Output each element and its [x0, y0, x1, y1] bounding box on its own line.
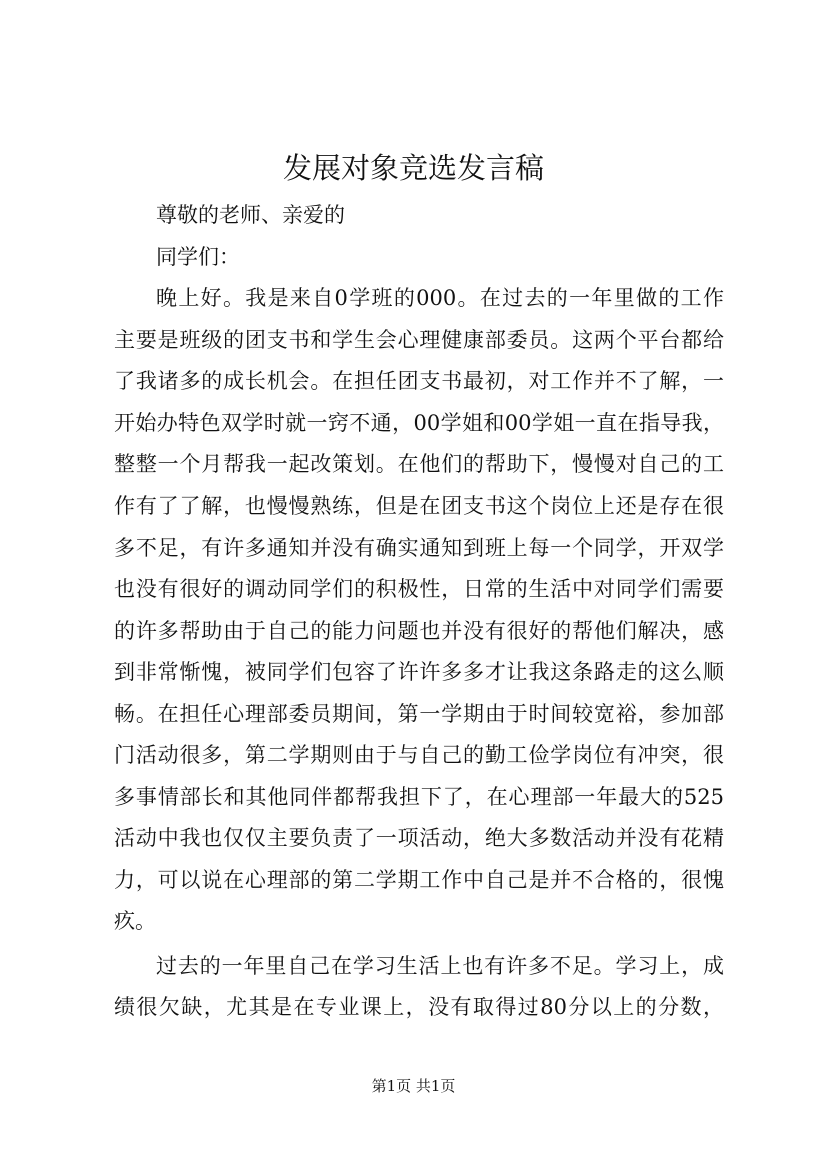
paragraph-1-line: 畅。在担任心理部委员期间，第一学期由于时间较宽裕，参加部: [114, 702, 724, 726]
paragraph-1-line: 到非常惭愧，被同学们包容了许许多多才让我这条路走的这么顺: [114, 660, 724, 684]
paragraph-2-line: 过去的一年里自己在学习生活上也有许多不足。学习上，成: [156, 954, 724, 978]
paragraph-1-line: 作有了了解，也慢慢熟练，但是在团支书这个岗位上还是存在很: [114, 494, 724, 518]
salutation-line-2: 同学们：: [156, 245, 240, 269]
page-number-footer: 第1页 共1页: [371, 1077, 456, 1095]
paragraph-2-line: 绩很欠缺，尤其是在专业课上，没有取得过80分以上的分数，: [114, 995, 724, 1019]
paragraph-1-line: 晚上好。我是来自0学班的000。在过去的一年里做的工作: [156, 286, 724, 310]
paragraph-1-line: 整整一个月帮我一起改策划。在他们的帮助下，慢慢对自己的工: [114, 452, 724, 476]
paragraph-1-line: 主要是班级的团支书和学生会心理健康部委员。这两个平台都给: [114, 328, 724, 352]
paragraph-1-line: 了我诸多的成长机会。在担任团支书最初，对工作并不了解，一: [114, 369, 724, 393]
salutation-line-1: 尊敬的老师、亲爱的: [156, 203, 345, 227]
paragraph-1-line: 活动中我也仅仅主要负责了一项活动，绝大多数活动并没有花精: [114, 826, 724, 850]
document-title: 发展对象竞选发言稿: [282, 151, 544, 185]
paragraph-1-line: 多不足，有许多通知并没有确实通知到班上每一个同学，开双学: [114, 536, 724, 560]
paragraph-1-line: 开始办特色双学时就一窍不通，00学姐和00学姐一直在指导我，: [114, 411, 724, 435]
paragraph-1-line: 的许多帮助由于自己的能力问题也并没有很好的帮他们解决，感: [114, 619, 724, 643]
paragraph-1-line: 多事情部长和其他同伴都帮我担下了，在心理部一年最大的525: [114, 785, 724, 809]
paragraph-1-line: 疚。: [114, 909, 156, 933]
paragraph-1-line: 门活动很多，第二学期则由于与自己的勤工俭学岗位有冲突，很: [114, 743, 724, 767]
paragraph-1-line: 力，可以说在心理部的第二学期工作中自己是并不合格的，很愧: [114, 868, 724, 892]
paragraph-1-line: 也没有很好的调动同学们的积极性，日常的生活中对同学们需要: [114, 577, 724, 601]
